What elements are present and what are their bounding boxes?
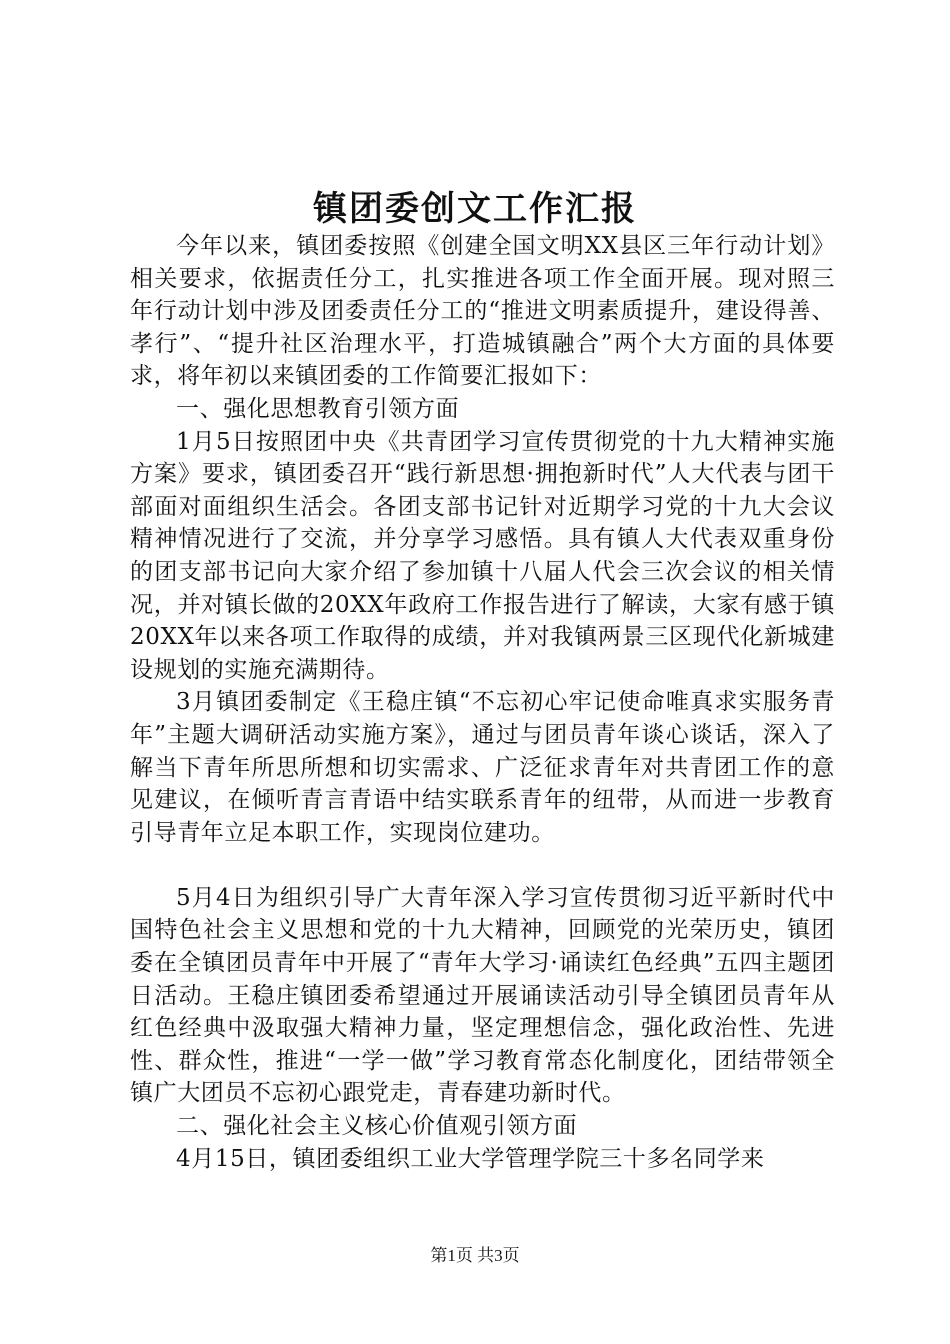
paragraph-gap [130,849,835,882]
paragraph-may4: 5月4日为组织引导广大青年深入学习宣传贯彻习近平新时代中国特色社会主义思想和党的十九大精神，回顾党的光荣历史，镇团委在全镇团员青年中开展了“青年大学习·诵读红色经典”五四主题团日活动。王稳庄镇团委希望通过开展诵读活动引导全镇团员青年从红色经典中汲取强大精神力量，坚定理想信念，强化政治性、先进性、群众性，推进“一学一做”学习教育常态化制度化，团结带领全镇广大团员不忘初心跟党走，青春建功新时代。 [130,884,835,1107]
section-heading-2: 二、强化社会主义核心价值观引领方面 [176,1113,578,1140]
document-title: 镇团委创文工作汇报 [313,189,637,229]
section-heading-1: 一、强化思想教育引领方面 [176,395,460,422]
paragraph-march: 3月镇团委制定《王稳庄镇“不忘初心牢记使命唯真求实服务青年”主题大调研活动实施方案》，通过与团员青年谈心谈话，深入了解当下青年所思所想和切实需求、广泛征求青年对共青团工作的意见建议，在倾听青言青语中结实联系青年的纽带，从而进一步教育引导青年立足本职工作，实现岗位建功。 [130,689,835,846]
intro-paragraph: 今年以来，镇团委按照《创建全国文明XX县区三年行动计划》相关要求，依据责任分工，扎实推进各项工作全面开展。现对照三年行动计划中涉及团委责任分工的“推进文明素质提升，建设得善、孝行”、“提升社区治理水平，打造城镇融合”两个大方面的具体要求，将年初以来镇团委的工作简要汇报如下： [130,233,835,390]
paragraph-april15: 4月15日，镇团委组织工业大学管理学院三十多名同学来 [176,1145,765,1172]
document-body [130,230,835,1175]
page-footer: 第1页 共3页 [430,1246,520,1265]
paragraph-jan5: 1月5日按照团中央《共青团学习宣传贯彻党的十九大精神实施方案》要求，镇团委召开“践行新思想·拥抱新时代”人大代表与团干部面对面组织生活会。各团支部书记针对近期学习党的十九大会议精神情况进行了交流，并分享学习感悟。具有镇人大代表双重身份的团支部书记向大家介绍了参加镇十八届人代会三次会议的相关情况，并对镇长做的20XX年政府工作报告进行了解读，大家有感于镇20XX年以来各项工作取得的成绩，并对我镇两景三区现代化新城建设规划的实施充满期待。 [130,428,835,683]
